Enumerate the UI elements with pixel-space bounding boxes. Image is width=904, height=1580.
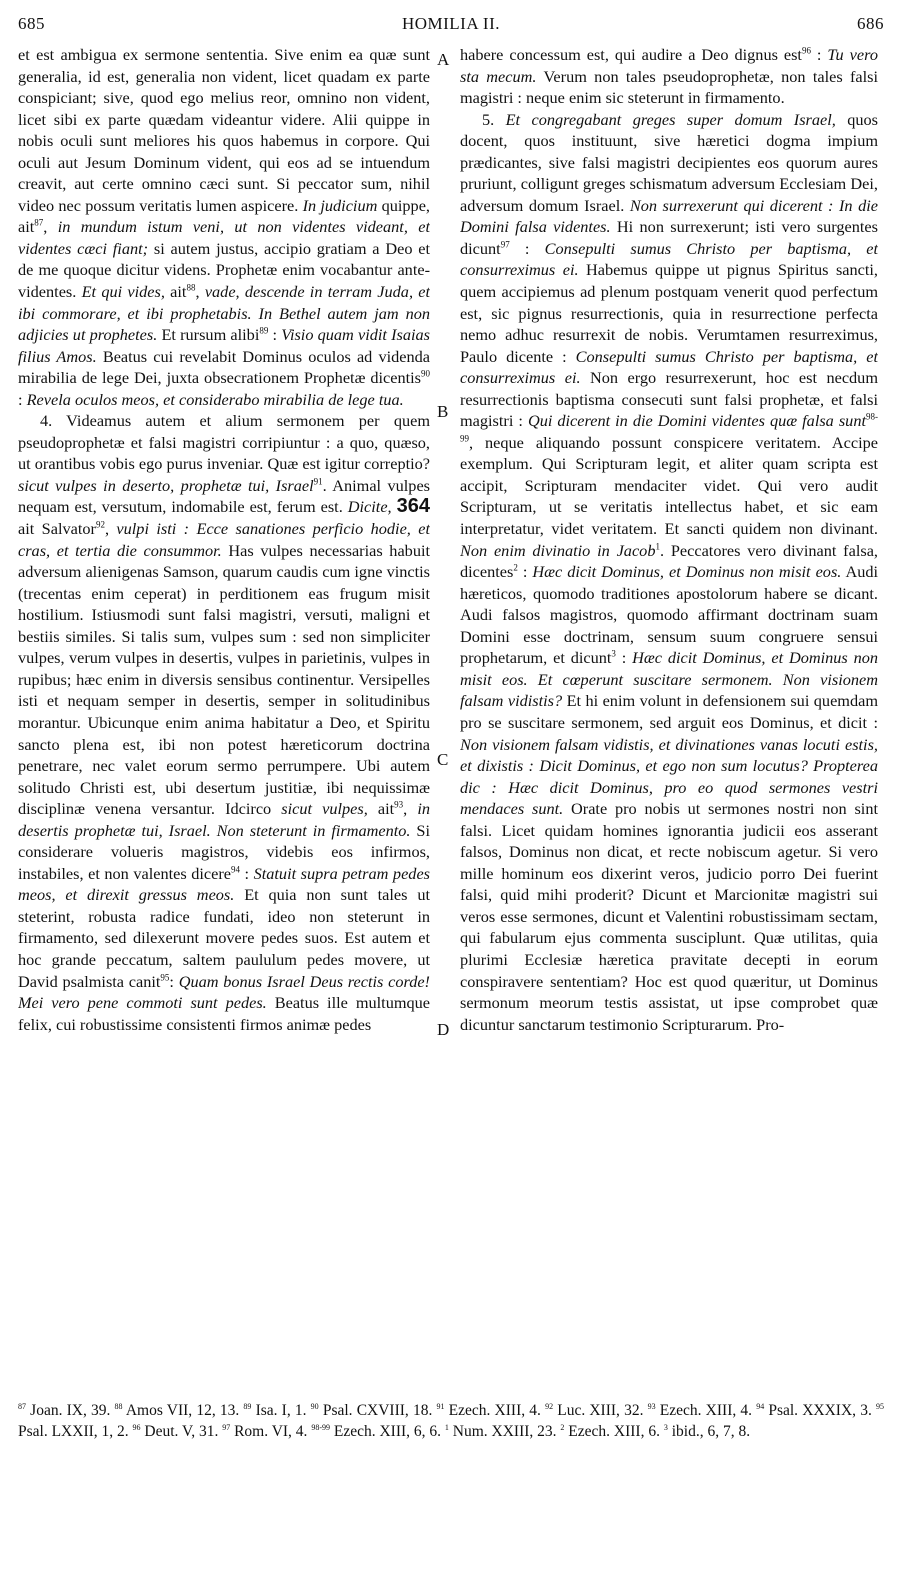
margin-letter-c: C [437,750,449,769]
paragraph: habere concessum est, qui audire a Deo dignus est$^{96}$ : Tu vero sta mecum. Verum non tales pseudoprophetæ, non tales falsi magistri : neque enim sic steterunt in firmamento. [460,45,878,108]
column-number: 364 [396,495,430,518]
footnotes: $^{87}$ Joan. IX, 39. $^{88}$ Amos VII, 12, 13. $^{89}$ Isa. I, 1. $^{90}$ Psal. CXVIII, 18. $^{91}$ Ezech. XIII, 4. $^{92}$ Luc. XIII, 32. $^{93}$ Ezech. XIII, 4. $^{94}$ Psal. XXXIX, 3. $^{95}$ Psal. LXXII, 1, 2. $^{96}$ Deut. V, 31. $^{97}$ Rom. VI, 4. $^{98-99}$ Ezech. XIII, 6, 6. $^1$ Num. XXIII, 23. $^2$ Ezech. XIII, 6. $^3$ ibid., 6, 7, 8. [18,1401,884,1440]
header-title: HOMILIA II. [401,14,501,33]
running-header [18,14,884,38]
right-column [460,44,878,1370]
paragraph: 4. Videamus autem et alium sermonem per quem pseudoprophetæ et falsi magistri corripiuntur : a quo, quæso, ut orantibus vobis ego purus inveniar. Quæ est igitur correptio? sicut vulpes in deserto, prophetæ tui, Israel$^{91}$. Animal vulpes nequam est, versutum, indomabile est, ferum est. Dicite, 364 ait Salvator$^{92}$, vulpi isti : Ecce sanationes perficio hodie, et cras, et tertia die consummor. Has vulpes necessarias habuit adversum alienigenas Samson, quarum caudis cum igne vinctis (trecentas enim ceperat) in perditionem eas frugum misit hostilium. Istiusmodi sunt falsi magistri, versuti, maligni et bestiis similes. Si talis sum, vulpes sum : sed non simpliciter vulpes, verum vulpes in desertis, vulpes in parietinis, vulpes in rupibus; hæc enim in diversis sensibus continentur. Versipelles isti et nequam semper in desertis, semper in solitudinibus morantur. Ubicunque enim anima habitatur a Deo, et Spiritu sancto plena est, ibi non potest hæreticorum doctrina penetrare, nec valet eorum sermo perrumpere. Ubi autem solitudo Christi est, ubi desertum justitiæ, ibi nequissimæ disciplinæ venena versantur. Idcirco sicut vulpes, ait$^{93}$, in desertis prophetæ tui, Israel. Non steterunt in firmamento. Si considerare volueris magistros, videbis eos infirmos, instabiles, et non valentes dicere$^{94}$ : Statuit supra petram pedes meos, et direxit gressus meos. Et quia non sunt tales ut steterint, robusta radice fundati, ideo non steterunt in firmamento, sed dilexerunt movere pedes suos. Est autem et hoc grande peccatum, saltem paululum pedes movere, ut David psalmista canit$^{95}$: Quam bonus Israel Deus rectis corde! Mei vero pene commoti sunt pedes. Beatus ille multumque felix, cui robustissime consistenti firmos animæ pedes [18,411,430,1034]
margin-letter-d: D [437,1020,450,1039]
left-column [18,44,430,1370]
margin-letter-b: B [437,402,449,421]
left-page-number: 685 [18,14,45,33]
margin-letter-a: A [437,50,450,69]
paragraph: et est ambigua ex sermone sententia. Sive enim ea quæ sunt generalia, id est, generalia non vident, licet quadam ex parte conspiciant; sive, quod ego melius reor, omnino non vident, licet sibi ex parte quædam videantur videre. Alii quippe in nobis oculi sunt meliores his quos habemus in corpore. Qui oculi aut Jesum Dominum vident, qui eos ad se intuendum creavit, aut certe omnino cæci sunt. Si peccator sum, nihil video nec possum veritatis lumen aspicere. In judicium quippe, ait$^{87}$, in mundum istum veni, ut non videntes videant, et videntes cæci fiant; si autem justus, accipio gratiam a Deo et de me quoque dicitur videns. Prophetæ enim vocabantur ante-videntes. Et qui vides, ait$^{88}$, vade, descende in terram Juda, et ibi commorare, et ibi prophetabis. In Bethel autem jam non adjicies ut prophetes. Et rursum alibi$^{89}$ : Visio quam vidit Isaias filius Amos. Beatus cui revelabit Dominus oculos ad videnda mirabilia de lege Dei, juxta obsecrationem Prophetæ dicentis$^{90}$ : Revela oculos meos, et considerabo mirabilia de lege tua. [18,45,430,409]
paragraph: 5. Et congregabant greges super domum Israel, quos docent, quos instituunt, sive hæretici dogma impium prædicantes, sive falsi magistri decipientes eos quorum aures pruriunt, colligunt greges schismatum adversum Ecclesiam Dei, adversum domum Israel. Non surrexerunt qui dicerent : In die Domini falsa videntes. Hi non surrexerunt; isti vero surgentes dicunt$^{97}$ : Consepulti sumus Christo per baptisma, et consurreximus ei. Habemus quippe ut pignus Spiritus sancti, quem accipiemus ad plenum postquam venerit quod perfectum est, sic pignus resurrectionis, quia in resurrectione perfecta nemo adhuc resurrexit de nobis. Verumtamen resurreximus, Paulo dicente : Consepulti sumus Christo per baptisma, et consurreximus ei. Non ergo resurrexerunt, hoc est necdum resurrectionis baptisma consecuti sunt falsi prophetæ, et falsi magistri : Qui dicerent in die Domini videntes quæ falsa sunt$^{98-99}$, neque aliquando possunt conspicere veritatem. Accipe exemplum. Qui Scripturam legit, et aliter quam scripta est accipit, Scripturam mendaciter videt. Qui vero audit Scripturam, ut se veritatis intellectus habet, et sic eam interpretatur, videt veritatem. Et sancti quidem non divinant. Non enim divinatio in Jacob$^1$. Peccatores vero divinant falsa, dicentes$^2$ : Hæc dicit Dominus, et Dominus non misit eos. Audi hæreticos, quomodo traditiones apostolorum habere se dicant. Audi falsos magistros, quomodo affirmant doctrinam suam Domini esse doctrinam, sensum suum congruere sensui prophetarum, et dicunt$^3$ : Hæc dicit Dominus, et Dominus non misit eos. Et cœperunt suscitare sermonem. Non visionem falsam vidistis? Et hi enim volunt in defensionem sui quemdam pro se suscitare sermonem, sed arguit eos Dominus, et dicit : Non visionem falsam vidistis, et divinationes vanas locuti estis, et dixistis : Dicit Dominus, et ego non sum locutus? Propterea dic : Hæc dicit Dominus, pro eo quod sermones vestri mendaces sunt. Orate pro nobis ut sermones nostri non sint falsi. Licet quidam homines ignorantia judicii eos asserant falsos, Dominus non dicat, et recte nobiscum agetur. Si vero mille hominum eos dixerint veros, judicio porro Dei fuerint falsi, quid mihi proderit? Dicunt et Marcionitæ magistri sui veros esse sermones, dicunt et Valentini robustissimam sectam, qui fabularum ejus commenta susciplunt. Quæ utilitas, quia plurimi Ecclesiæ hæretica pravitate decepti in eorum conspiravere sententiam? Hoc est quod quæritur, ut Dominus sermonum meorum testis assistat, ut ipse comprobet quæ dicuntur sanctarum testimonio Scripturarum. Pro- [460,109,878,1034]
right-page-number: 686 [857,14,884,33]
